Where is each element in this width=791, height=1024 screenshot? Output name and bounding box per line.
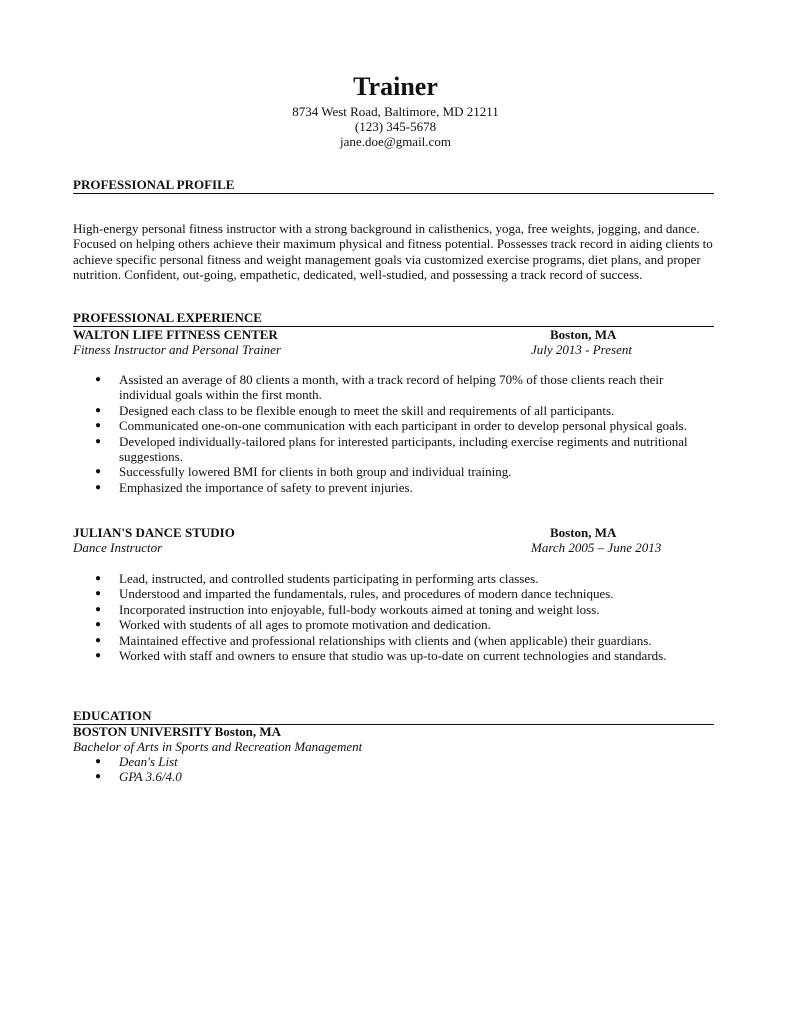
job-location: Boston, MA [550,327,617,342]
bullet-icon: ● [95,573,102,584]
bullet-icon: ● [95,420,102,432]
list-item [73,586,718,601]
education-school: BOSTON UNIVERSITY Boston, MA [73,724,282,739]
bullet-text: Dean's List [119,754,178,769]
profile-summary: High-energy personal fitness instructor with a strong background in calisthenics, yoga, free weights, jogging, and dance. Focused on helping others achieve their maximum physical and fitness potential. Possesses track record in aiding clients to achieve specific personal fitness and weight management goals via customized exercise programs, diet plans, and proper nutrition. Confident, out-going, empathetic, dedicated, well-studied, and possessing a track record of success. [73,221,713,282]
bullet-text: Lead, instructed, and controlled students participating in performing arts classes. [119,571,539,586]
resume-title: Trainer [353,72,438,101]
phone: (123) 345-5678 [354,119,437,134]
bullet-text: Designed each class to be flexible enough to meet the skill and requirements of all participants. [119,402,615,418]
job-role: Fitness Instructor and Personal Trainer [73,342,282,357]
bullet-text: Incorporated instruction into enjoyable, full-body workouts aimed at toning and weight loss. [119,601,600,617]
bullet-text: Assisted an average of 80 clients a month, with a track record of helping 70% of those clients reach their individual goals within the first month. [119,372,664,403]
list-item [73,769,718,784]
bullet-text: Understood and imparted the fundamentals, rules, and procedures of modern dance techniques. [119,586,614,602]
job-bullets [73,571,718,663]
bullet-icon: ● [95,481,102,493]
bullet-text: Communicated one-on-one communication with each participant in order to develop personal physical goals. [119,418,687,434]
education-bullets [73,754,718,785]
bullet-icon: ● [95,650,102,662]
list-item [73,617,718,632]
job-org: JULIAN'S DANCE STUDIO [73,525,235,540]
list-item [73,434,718,465]
list-item [73,480,718,495]
bullet-text: GPA 3.6/4.0 [119,769,182,785]
list-item [73,403,718,418]
bullet-icon: ● [95,634,102,646]
list-item [73,754,718,769]
address: 8734 West Road, Baltimore, MD 21211 [292,104,499,119]
bullet-text: Worked with staff and owners to ensure that studio was up-to-date on current technologies and standards. [119,648,667,664]
bullet-icon: ● [95,603,102,615]
bullet-text: Emphasized the importance of safety to prevent injuries. [119,479,413,495]
bullet-icon: ● [95,374,102,385]
list-item [73,602,718,617]
job-location: Boston, MA [550,525,617,540]
list-item [73,418,718,433]
bullet-icon: ● [95,619,102,631]
education-degree: Bachelor of Arts in Sports and Recreation Management [73,739,363,754]
list-item [73,372,718,403]
section-heading-experience: PROFESSIONAL EXPERIENCE [73,311,714,327]
email: jane.doe@gmail.com [340,134,451,149]
list-item [73,648,718,663]
bullet-text: Successfully lowered BMI for clients in both group and individual training. [119,464,512,480]
job-role: Dance Instructor [73,540,163,555]
list-item [73,633,718,648]
list-item [73,464,718,479]
bullet-icon: ● [95,435,102,447]
job-dates: July 2013 - Present [531,342,632,357]
job-org: WALTON LIFE FITNESS CENTER [73,327,278,342]
bullet-icon: ● [95,404,102,416]
section-heading-profile: PROFESSIONAL PROFILE [73,178,714,194]
list-item [73,571,718,586]
section-heading-education: EDUCATION [73,709,714,725]
bullet-text: Developed individually-tailored plans for interested participants, including exercise regiments and nutritional suggestions. [119,433,688,465]
bullet-text: Worked with students of all ages to promote motivation and dedication. [119,617,491,633]
bullet-icon: ● [95,771,102,783]
bullet-icon: ● [95,588,102,600]
bullet-icon: ● [95,756,102,767]
job-dates: March 2005 – June 2013 [531,540,662,555]
job-bullets [73,372,718,495]
bullet-icon: ● [95,466,102,478]
bullet-text: Maintained effective and professional relationships with clients and (when applicable) their guardians. [119,632,652,648]
